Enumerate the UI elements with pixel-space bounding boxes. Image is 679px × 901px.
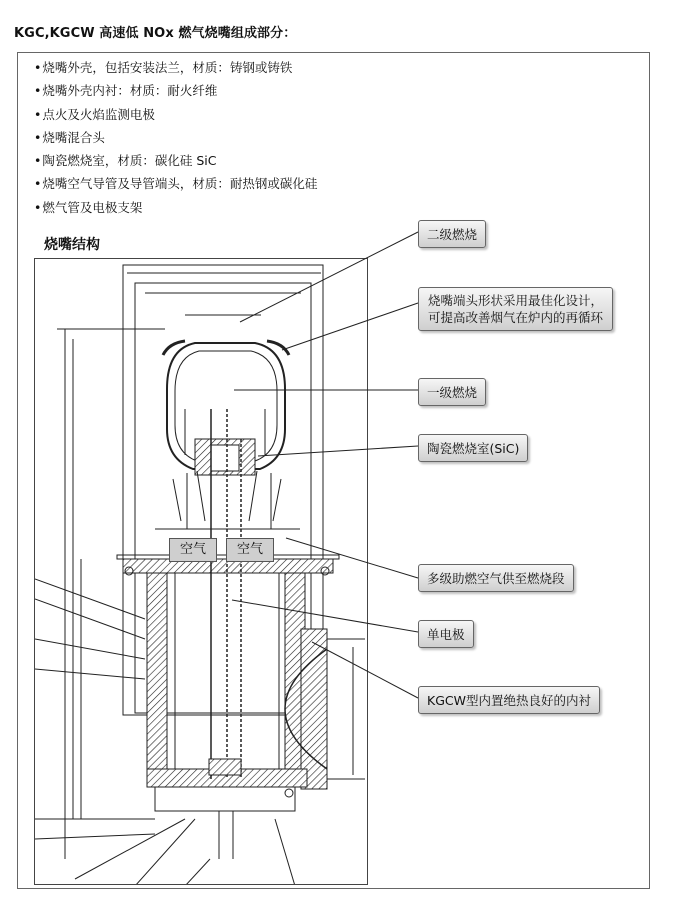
callout-kgcw-lining: KGCW型内置绝热良好的内衬 <box>418 686 600 714</box>
list-item: • 烧嘴空气导管及导管端头，材质：耐热钢或碳化硅 <box>34 172 317 195</box>
list-item: • 烧嘴外壳内衬：材质：耐火纤维 <box>34 79 317 102</box>
air-label: 空气 <box>226 538 274 562</box>
list-item: • 烧嘴外壳，包括安装法兰，材质：铸钢或铸铁 <box>34 56 317 79</box>
section-title: 烧嘴结构 <box>44 237 100 253</box>
callout-ceramic-chamber: 陶瓷燃烧室(SiC) <box>418 434 528 462</box>
callout-secondary-combustion: 二级燃烧 <box>418 220 486 248</box>
callout-multi-stage-air: 多级助燃空气供至燃烧段 <box>418 564 574 592</box>
callout-text-line: 烧嘴端头形状采用最佳化设计， <box>428 293 604 308</box>
callout-primary-combustion: 一级燃烧 <box>418 378 486 406</box>
list-item: • 燃气管及电极支架 <box>34 196 317 219</box>
list-item: • 烧嘴混合头 <box>34 126 317 149</box>
list-item: • 点火及火焰监测电极 <box>34 103 317 126</box>
page-title: KGC,KGCW 高速低 NOx 燃气烧嘴组成部分： <box>14 26 297 41</box>
callout-single-electrode: 单电极 <box>418 620 474 648</box>
callout-text-line: 可提高改善烟气在炉内的再循环 <box>428 310 604 325</box>
list-item: • 陶瓷燃烧室，材质：碳化硅 SiC <box>34 149 317 172</box>
air-label: 空气 <box>169 538 217 562</box>
callout-nozzle-design <box>418 287 613 331</box>
